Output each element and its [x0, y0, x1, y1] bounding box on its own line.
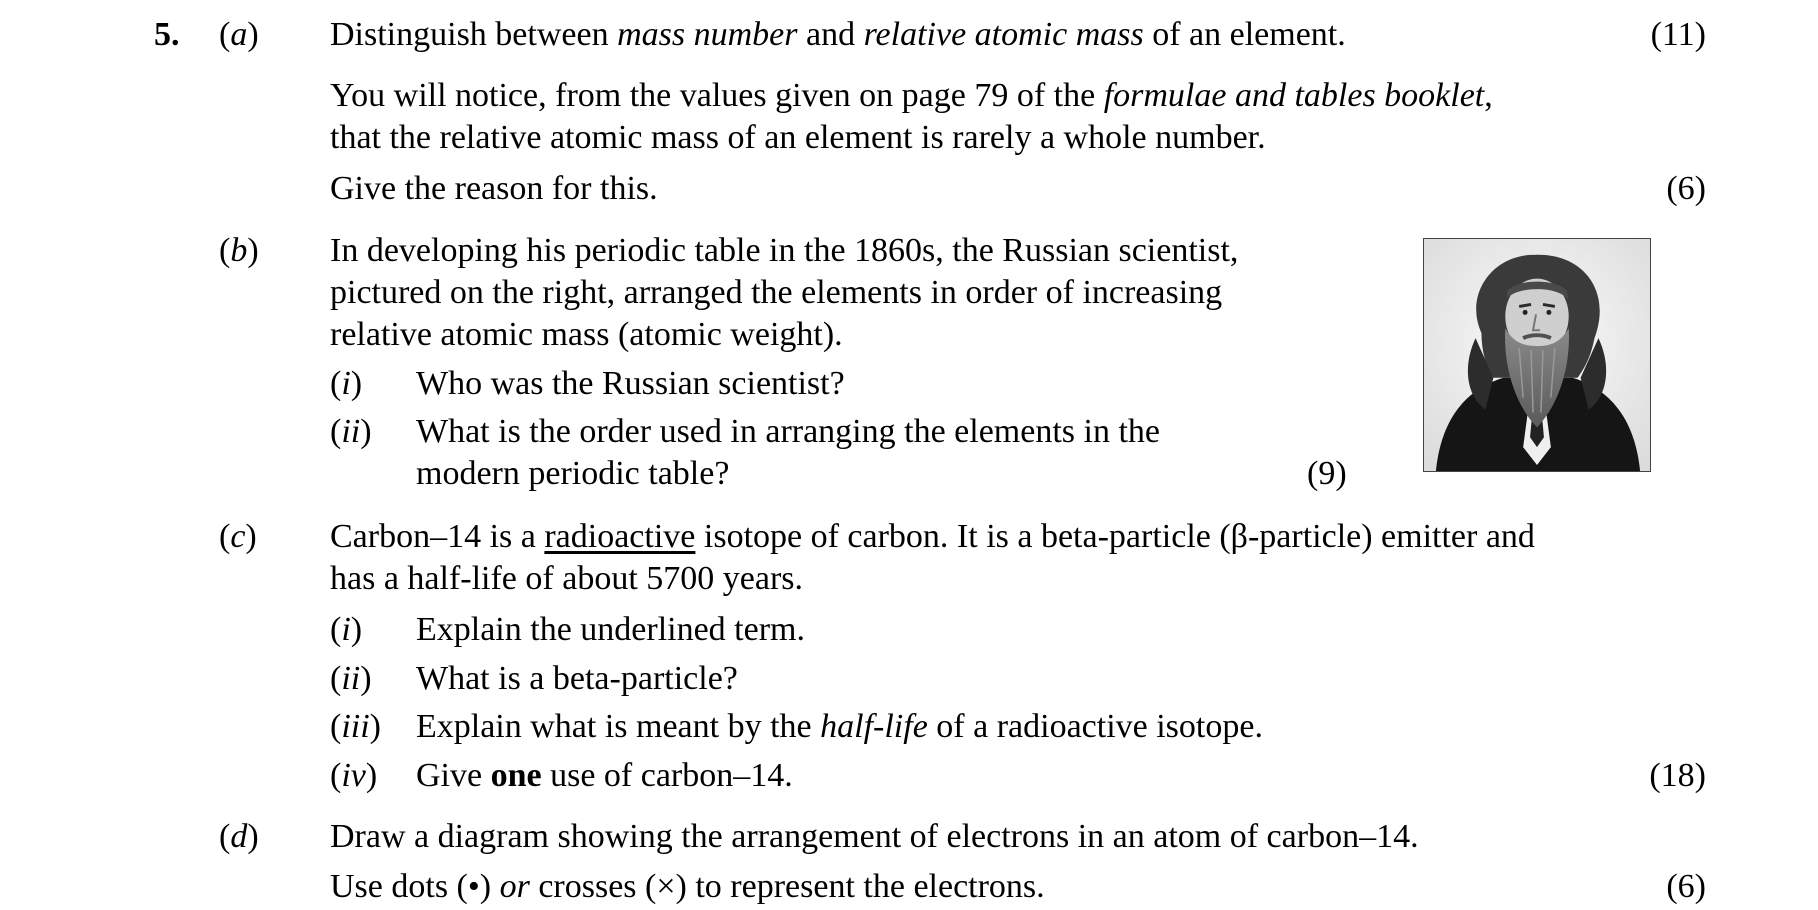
part-a-line1: Distinguish between mass number and relative atomic mass of an element.	[330, 16, 1346, 53]
part-c-iv-text: Give one use of carbon–14.	[416, 757, 793, 794]
part-b-ii-label: (ii)	[330, 413, 372, 450]
part-c-i-label: (i)	[330, 611, 363, 648]
part-b-ii-text-2: modern periodic table?	[416, 455, 730, 492]
part-c-ii-text: What is a beta-particle?	[416, 660, 738, 697]
part-c-i-text: Explain the underlined term.	[416, 611, 805, 648]
part-d-label: (d)	[219, 818, 259, 855]
part-c-ii-label: (ii)	[330, 660, 372, 697]
scientist-portrait	[1423, 238, 1651, 472]
part-b-label: (b)	[219, 232, 259, 269]
question-number: 5.	[154, 16, 180, 53]
part-b-i-text: Who was the Russian scientist?	[416, 365, 845, 402]
part-b-ii-text-1: What is the order used in arranging the elements in the	[416, 413, 1160, 450]
part-b-line1: In developing his periodic table in the 1860s, the Russian scientist,	[330, 232, 1239, 269]
part-c-iii-text: Explain what is meant by the half-life of a radioactive isotope.	[416, 708, 1263, 745]
part-a-marks-1: (11)	[1650, 16, 1706, 53]
part-c-label: (c)	[219, 518, 257, 555]
underlined-term: radioactive	[544, 518, 696, 555]
part-c-line2: has a half-life of about 5700 years.	[330, 560, 803, 597]
part-b-i-label: (i)	[330, 365, 363, 402]
part-b-line2: pictured on the right, arranged the elements in order of increasing	[330, 274, 1223, 311]
part-a-line3: that the relative atomic mass of an element is rarely a whole number.	[330, 119, 1266, 156]
part-d-line2: Use dots (•) or crosses (×) to represent the electrons.	[330, 868, 1045, 905]
part-a-line4: Give the reason for this.	[330, 170, 658, 207]
part-b-line3: relative atomic mass (atomic weight).	[330, 316, 843, 353]
part-d-line1: Draw a diagram showing the arrangement of electrons in an atom of carbon–14.	[330, 818, 1419, 855]
bearded-scientist-portrait-icon	[1424, 239, 1650, 471]
part-c-iv-label: (iv)	[330, 757, 378, 794]
part-c-iii-label: (iii)	[330, 708, 381, 745]
part-c-marks: (18)	[1649, 757, 1706, 794]
part-a-line2: You will notice, from the values given on page 79 of the formulae and tables booklet,	[330, 77, 1493, 114]
part-a-label: (a)	[219, 16, 259, 53]
part-b-marks: (9)	[1307, 455, 1347, 492]
part-a-marks-2: (6)	[1666, 170, 1706, 207]
part-c-line1: Carbon–14 is a radioactive isotope of carbon. It is a beta-particle (β-particle) emitter and	[330, 518, 1535, 555]
part-d-marks: (6)	[1666, 868, 1706, 905]
